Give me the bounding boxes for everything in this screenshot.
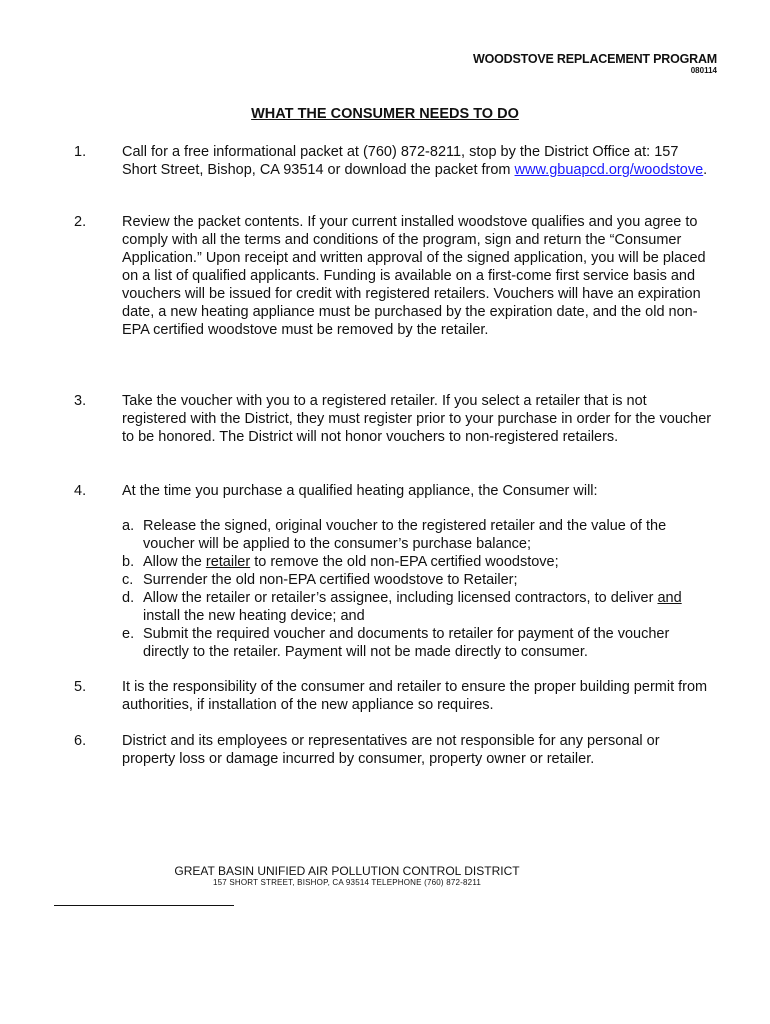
- item-text: It is the responsibility of the consumer and retailer to ensure the proper building permit from authorities, if installation of the new appliance so requires.: [122, 679, 708, 713]
- sub-item-text: Allow the retailer to remove the old non-EPA certified woodstove;: [143, 554, 559, 570]
- item-number: 2.: [74, 214, 87, 230]
- item-number: 1.: [74, 144, 87, 160]
- sub-item-text: Allow the retailer or retailer’s assignee, including licensed contractors, to deliver and install the new heating device; and: [143, 590, 682, 624]
- sub-item-letter: b.: [122, 554, 135, 570]
- footer-organization: GREAT BASIN UNIFIED AIR POLLUTION CONTROL DISTRICT: [174, 864, 520, 878]
- item-number: 6.: [74, 733, 87, 749]
- sub-item-letter: c.: [122, 572, 134, 588]
- footer-address: 157 SHORT STREET, BISHOP, CA 93514 TELEPHONE (760) 872-8211: [212, 878, 482, 887]
- sub-item-letter: d.: [122, 590, 135, 606]
- item-text: Take the voucher with you to a registered retailer. If you select a retailer that is not registered with the District, they must register prior to your purchase in order for the voucher to be honored. The District will not honor vouchers to non-registered retailers.: [122, 393, 712, 445]
- sub-item-text: Surrender the old non-EPA certified woodstove to Retailer;: [143, 572, 518, 588]
- list-item-5: [74, 678, 714, 714]
- list-item-2: [74, 213, 714, 339]
- sub-item-b: [122, 553, 714, 571]
- list-item-3: [74, 392, 714, 446]
- list-item-4: [74, 482, 714, 500]
- sub-item-letter: e.: [122, 626, 135, 642]
- sub-item-a: [122, 517, 714, 553]
- item-text: Review the packet contents. If your current installed woodstove qualifies and you agree to comply with all the terms and conditions of the program, sign and return the “Consumer Application.” Upon receipt and written approval of the signed application, you will be placed on a list of qualified applicants. Funding is available on a first-come first service basis and vouchers will be issued for credit with registered retailers. Vouchers will have an expiration date, a new heating appliance must be purchased by the expiration date, and the old non-EPA certified woodstove must be removed by the retailer.: [122, 214, 706, 338]
- item-number: 3.: [74, 393, 87, 409]
- sub-item-e: [122, 625, 714, 661]
- list-item-6: [74, 732, 714, 768]
- item-number: 4.: [74, 483, 87, 499]
- item-text: Call for a free informational packet at (760) 872-8211, stop by the District Office at: 157 Short Street, Bishop, CA 93514 or download the packet from www.gbuapcd.org/woodstove.: [122, 144, 708, 178]
- sub-item-d: [122, 589, 714, 625]
- item-text: District and its employees or representatives are not responsible for any personal or property loss or damage incurred by consumer, property owner or retailer.: [122, 733, 660, 767]
- item-number: 5.: [74, 679, 87, 695]
- document-code: 080114: [690, 66, 717, 75]
- page-heading: WHAT THE CONSUMER NEEDS TO DO: [251, 106, 519, 122]
- program-title: WOODSTOVE REPLACEMENT PROGRAM: [473, 52, 717, 66]
- sub-item-c: [122, 571, 714, 589]
- sub-item-text: Release the signed, original voucher to the registered retailer and the value of the voucher will be applied to the consumer’s purchase balance;: [143, 518, 667, 552]
- sub-item-text: Submit the required voucher and documents to retailer for payment of the voucher directly to the retailer. Payment will not be made directly to consumer.: [143, 626, 670, 660]
- list-item-1: [74, 143, 714, 179]
- woodstove-link[interactable]: www.gbuapcd.org/woodstove: [514, 162, 704, 178]
- sub-item-letter: a.: [122, 518, 135, 534]
- footnote-divider: [54, 905, 234, 906]
- sub-list: [122, 517, 714, 661]
- item-text: At the time you purchase a qualified heating appliance, the Consumer will:: [122, 483, 598, 499]
